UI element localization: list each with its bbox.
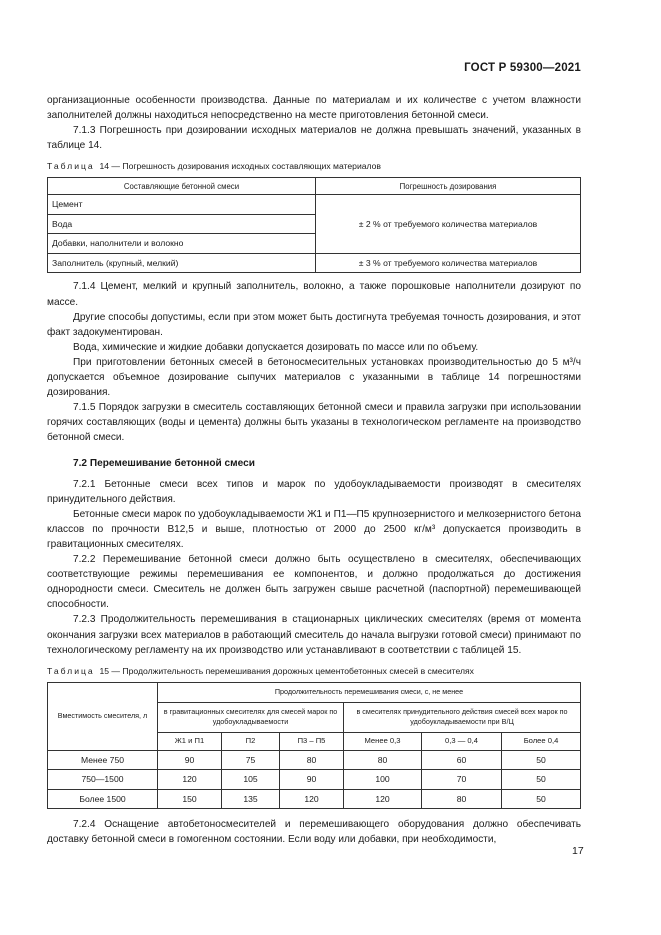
- table15-cell: 90: [280, 770, 344, 790]
- paragraph: организационные особенности производства. Данные по материалам и их количестве с учетом влажности заполнителей должны находиться непосредственно на месте приготовления бетонной смеси.: [47, 95, 581, 122]
- table15-cell-capacity: Более 1500: [48, 789, 158, 809]
- table15-subheader: Ж1 и П1: [158, 732, 222, 750]
- paragraph: Бетонные смеси марок по удобоукладываемости Ж1 и П1—П5 крупнозернистого и мелкозернистого бетона классов по прочности В12,5 и выше, плотностью от 2000 до 2500 кг/м³ допускается производить в гравитационных смесителях.: [47, 508, 581, 550]
- paragraph: При приготовлении бетонных смесей в бетоносмесительных установках производительностью до 5 м³/ч допускается объемное дозирование сыпучих материалов с указанными в таблице 14 погрешностями дозирования.: [47, 356, 581, 399]
- table15-cell-capacity: Менее 750: [48, 750, 158, 770]
- paragraph: Вода, химические и жидкие добавки допускается дозировать по массе или по объему.: [73, 341, 479, 353]
- table15-cell: 80: [422, 789, 502, 809]
- table15-caption-label: Таблица: [47, 665, 95, 676]
- section-title: 7.2 Перемешивание бетонной смеси: [73, 457, 255, 469]
- table14-cell-tolerance: ± 3 % от требуемого количества материалов: [316, 253, 581, 273]
- table15-header-row: [48, 682, 581, 702]
- table15-subheader: П2: [222, 732, 280, 750]
- paragraph: 7.2.1 Бетонные смеси всех типов и марок по удобоукладываемости производят в смесителях принудительного действия.: [47, 478, 581, 505]
- table15-header-gravity: в гравитационных смесителях для смесей марок по удобоукладываемости: [158, 702, 344, 732]
- table15-cell: 80: [344, 750, 422, 770]
- table15-cell: 50: [502, 750, 581, 770]
- page-number: 17: [572, 845, 584, 857]
- table15-subheader: 0,3 — 0,4: [422, 732, 502, 750]
- table15-header-forced: в смесителях принудительного действия смесей всех марок по удобоукладываемости при В/Ц: [344, 702, 581, 732]
- page-content: [47, 93, 581, 848]
- table14-cell-tolerance: ± 2 % от требуемого количества материалов: [316, 195, 581, 254]
- paragraph: 7.1.3 Погрешность при дозировании исходных материалов не должна превышать значений, указанных в таблице 14.: [47, 125, 581, 152]
- table15-cell: 80: [280, 750, 344, 770]
- table15-caption: [47, 664, 581, 679]
- table-row: [48, 789, 581, 809]
- table15-cell: 120: [344, 789, 422, 809]
- table14-cell-component: Цемент: [48, 195, 316, 215]
- table15-cell: 60: [422, 750, 502, 770]
- table15-cell-capacity: 750—1500: [48, 770, 158, 790]
- table15-header-capacity: Вместимость смесителя, л: [48, 682, 158, 750]
- table14-cell-component: Вода: [48, 214, 316, 234]
- table15-cell: 120: [280, 789, 344, 809]
- table14-header-components: Составляющие бетонной смеси: [48, 178, 316, 195]
- table15-subheader: Более 0,4: [502, 732, 581, 750]
- table15-cell: 50: [502, 770, 581, 790]
- table15-cell: 50: [502, 789, 581, 809]
- table14-header-tolerance: Погрешность дозирования: [316, 178, 581, 195]
- table15-cell: 105: [222, 770, 280, 790]
- table14-header-row: [48, 178, 581, 195]
- table15: [47, 682, 581, 810]
- paragraph: 7.2.4 Оснащение автобетоносмесителей и перемешивающего оборудования должно обеспечивать доставку бетонной смеси в гомогенном состоянии. Если воду или добавки, при необходимости,: [47, 819, 581, 846]
- table15-cell: 75: [222, 750, 280, 770]
- table15-cell: 70: [422, 770, 502, 790]
- table15-cell: 90: [158, 750, 222, 770]
- table15-cell: 150: [158, 789, 222, 809]
- table14-cell-component: Заполнитель (крупный, мелкий): [48, 253, 316, 273]
- table-row: [48, 750, 581, 770]
- table14-caption: [47, 159, 581, 174]
- table14-caption-label: Таблица: [47, 161, 95, 172]
- paragraph: 7.2.3 Продолжительность перемешивания в стационарных циклических смесителях (время от момента окончания загрузки всех материалов в работающий смеситель до начала выгрузки готовой смеси) принимают по технологическому регламенту на их производство или устанавливают в соответствии с таблицей 15.: [47, 614, 581, 656]
- table14-cell-component: Добавки, наполнители и волокно: [48, 234, 316, 254]
- table15-cell: 100: [344, 770, 422, 790]
- paragraph: 7.1.4 Цемент, мелкий и крупный заполнитель, волокно, а также порошковые наполнители дозируют по массе.: [47, 281, 581, 308]
- table-row: [48, 770, 581, 790]
- paragraph: 7.1.5 Порядок загрузки в смеситель составляющих бетонной смеси и правила загрузки при использовании горячих составляющих (воды и цемента) должны быть указаны в технологическом регламенте на производство бетонной смеси.: [47, 402, 581, 444]
- paragraph: Другие способы допустимы, если при этом может быть достигнута требуемая точность дозирования, и этот факт задокументирован.: [47, 311, 581, 338]
- table-row: [48, 195, 581, 215]
- table15-cell: 120: [158, 770, 222, 790]
- table15-subheader: П3 – П5: [280, 732, 344, 750]
- table14: [47, 177, 581, 273]
- table15-caption-text: 15 — Продолжительность перемешивания дорожных цементобетонных смесей в смесителях: [99, 665, 474, 676]
- table-row: [48, 253, 581, 273]
- paragraph: 7.2.2 Перемешивание бетонной смеси должно быть осуществлено в смесителях, обеспечивающих соответствующие режимы перемешивания ее компонентов, и должно продолжаться до достижения однородности смеси. Смеситель не должен быть загружен свыше расчетной (паспортной) перемешивающей способности.: [47, 554, 581, 611]
- table14-caption-text: 14 — Погрешность дозирования исходных составляющих материалов: [99, 161, 381, 172]
- table15-cell: 135: [222, 789, 280, 809]
- table15-subheader: Менее 0,3: [344, 732, 422, 750]
- table15-header-duration: Продолжительность перемешивания смеси, с, не менее: [158, 682, 581, 702]
- standard-code: ГОСТ Р 59300—2021: [464, 62, 581, 74]
